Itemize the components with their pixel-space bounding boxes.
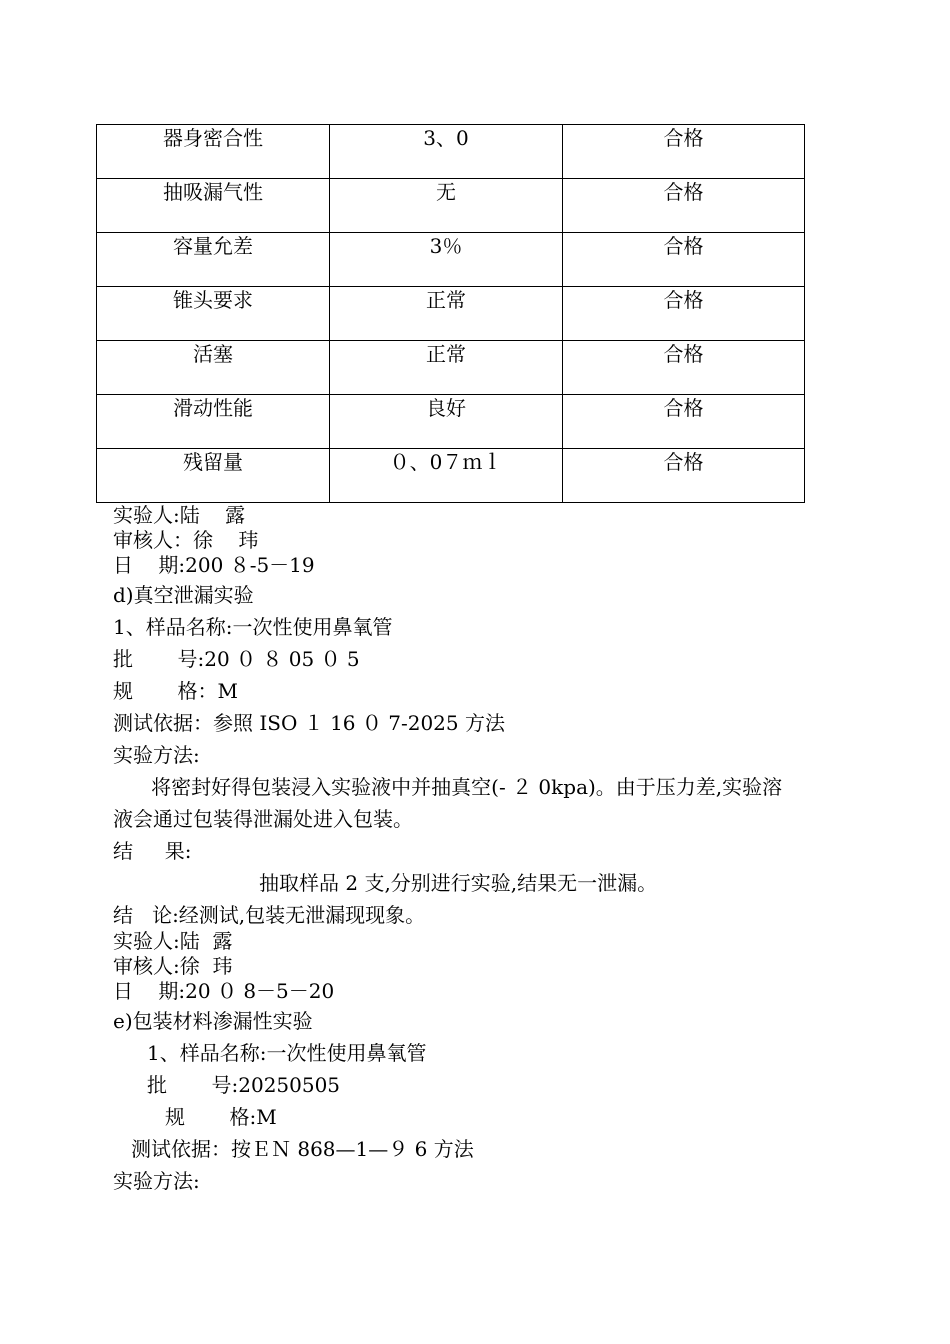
tester-line: 实验人:陆 露 xyxy=(113,929,233,953)
value-cell: 正常 xyxy=(330,341,563,395)
table-row xyxy=(97,179,805,233)
results-table xyxy=(96,124,805,503)
basis-line: 测试依据：参照 ISO １ 16 ０ 7-2025 方法 xyxy=(113,711,505,735)
item-cell: 活塞 xyxy=(97,341,330,395)
table-row xyxy=(97,287,805,341)
result-cell: 合格 xyxy=(563,395,805,449)
result-cell: 合格 xyxy=(563,449,805,503)
item-cell: 锥头要求 xyxy=(97,287,330,341)
section-heading: e)包装材料渗漏性实验 xyxy=(113,1009,313,1033)
table-row xyxy=(97,449,805,503)
value-cell: 正常 xyxy=(330,287,563,341)
result-text: 抽取样品 2 支,分别进行实验,结果无一泄漏。 xyxy=(259,871,658,895)
item-cell: 残留量 xyxy=(97,449,330,503)
batch-line: 批 号:20 ０ ８ 05 ０ 5 xyxy=(113,647,360,671)
spec-line: 规 格:M xyxy=(165,1105,277,1129)
item-cell: 容量允差 xyxy=(97,233,330,287)
value-cell: 无 xyxy=(330,179,563,233)
table-row xyxy=(97,395,805,449)
tester-line: 实验人:陆 露 xyxy=(113,503,246,527)
value-cell: ０、0７ｍｌ xyxy=(330,449,563,503)
item-cell: 器身密合性 xyxy=(97,125,330,179)
method-text: 将密封好得包装浸入实验液中并抽真空(- ２ 0kpa)。由于压力差,实验溶 xyxy=(113,775,783,799)
table-row xyxy=(97,341,805,395)
result-label: 结 果: xyxy=(113,839,192,863)
table-row xyxy=(97,125,805,179)
method-label: 实验方法: xyxy=(113,743,200,767)
method-label: 实验方法: xyxy=(113,1169,200,1193)
result-cell: 合格 xyxy=(563,233,805,287)
value-cell: 3％ xyxy=(330,233,563,287)
value-cell: 良好 xyxy=(330,395,563,449)
reviewer-line: 审核人：徐 玮 xyxy=(113,528,259,552)
result-cell: 合格 xyxy=(563,287,805,341)
value-cell: 3、0 xyxy=(330,125,563,179)
batch-line: 批 号:20250505 xyxy=(147,1073,341,1097)
spec-line: 规 格：M xyxy=(113,679,238,703)
table-row xyxy=(97,233,805,287)
method-text: 液会通过包装得泄漏处进入包装。 xyxy=(113,807,413,831)
date-line: 日 期:200 ８-5－19 xyxy=(113,553,315,577)
item-cell: 滑动性能 xyxy=(97,395,330,449)
conclusion-line: 结 论:经测试,包装无泄漏现现象。 xyxy=(113,903,426,927)
sample-name-line: 1、样品名称:一次性使用鼻氧管 xyxy=(113,615,393,639)
result-cell: 合格 xyxy=(563,125,805,179)
basis-line: 测试依据：按ＥＮ 868—1—９ 6 方法 xyxy=(131,1137,474,1161)
item-cell: 抽吸漏气性 xyxy=(97,179,330,233)
section-heading: d)真空泄漏实验 xyxy=(113,583,254,607)
result-cell: 合格 xyxy=(563,179,805,233)
sample-name-line: 1、样品名称:一次性使用鼻氧管 xyxy=(147,1041,427,1065)
result-cell: 合格 xyxy=(563,341,805,395)
reviewer-line: 审核人:徐 玮 xyxy=(113,954,233,978)
date-line: 日 期:20 ０ 8－5－20 xyxy=(113,979,335,1003)
